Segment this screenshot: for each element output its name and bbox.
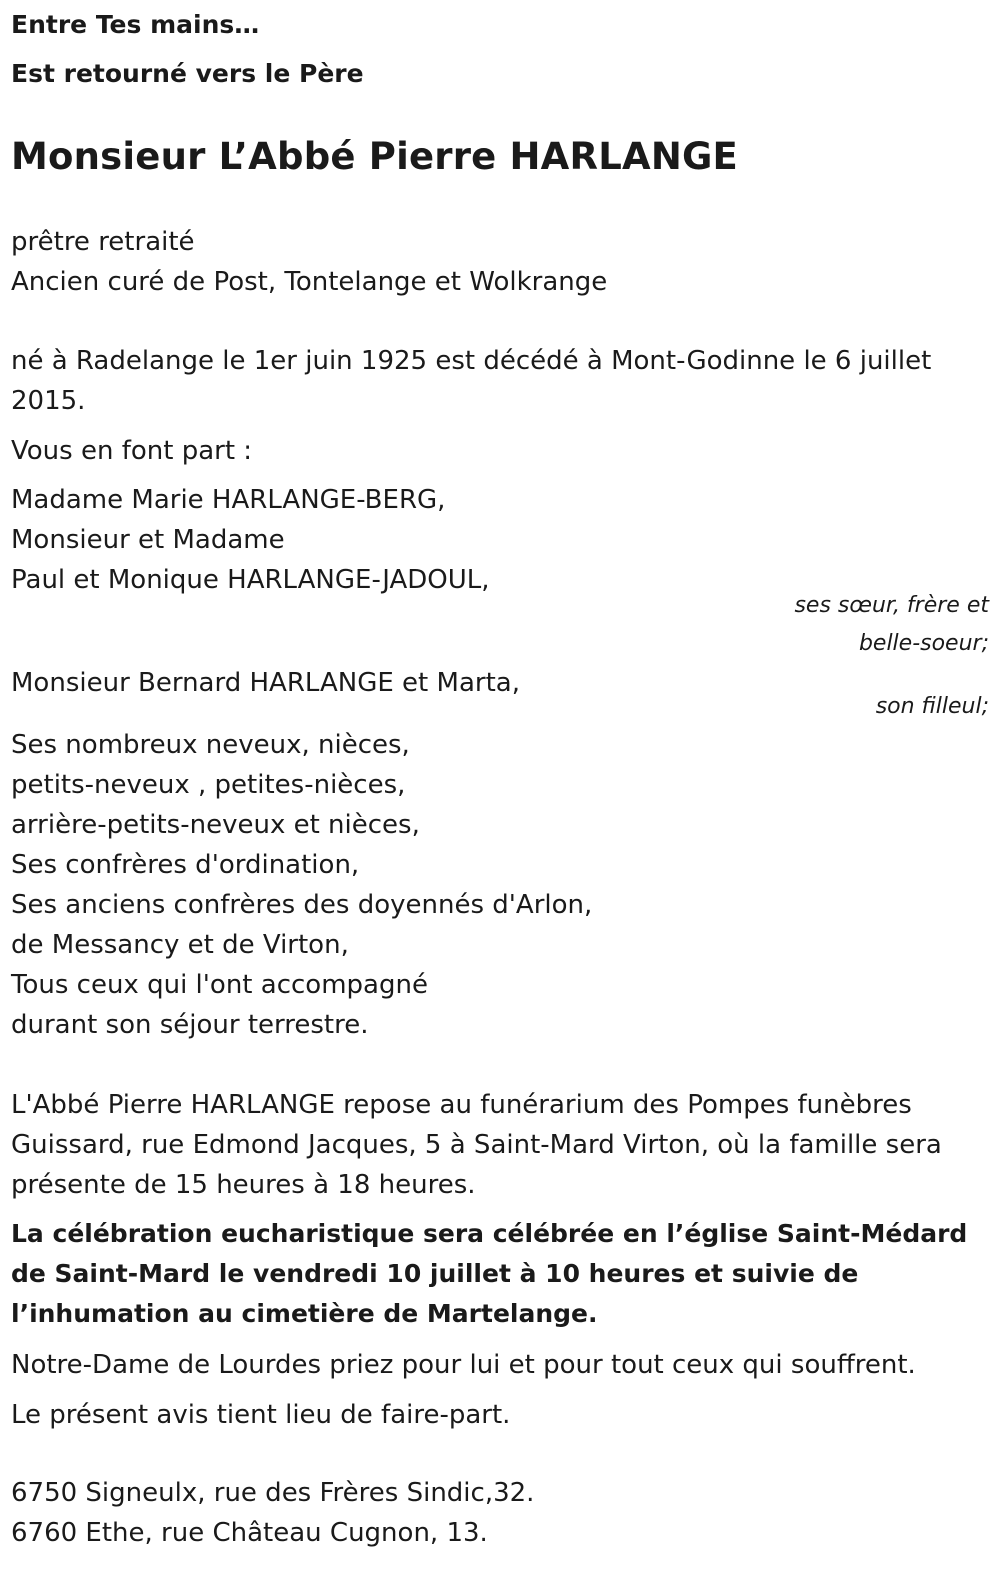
role-line-1: prêtre retraité <box>11 227 195 257</box>
deceased-name: Monsieur L’Abbé Pierre HARLANGE <box>11 135 739 178</box>
family-line: Monsieur Bernard HARLANGE et Marta, <box>11 668 520 698</box>
announcement-intro: Vous en font part : <box>11 436 253 466</box>
mourner-line: Tous ceux qui l'ont accompagné <box>11 970 428 1000</box>
relation-godson <box>689 688 989 726</box>
mourner-line: Ses confrères d'ordination, <box>11 850 360 880</box>
mourner-line: arrière-petits-neveux et nièces, <box>11 810 420 840</box>
relation-line: belle-soeur; <box>858 631 989 656</box>
birth-death-statement <box>11 341 971 421</box>
mourner-line: de Messancy et de Virton, <box>11 930 349 960</box>
birth-death-text: né à Radelange le 1er juin 1925 est décédé à Mont-Godinne le 6 juillet 2015. <box>11 346 932 416</box>
intro-line-1: Entre Tes mains… <box>11 10 260 39</box>
family-line: Paul et Monique HARLANGE-JADOUL, <box>11 565 490 595</box>
address-line: 6760 Ethe, rue Château Cugnon, 13. <box>11 1518 488 1548</box>
repose-line: Guissard, rue Edmond Jacques, 5 à Saint-Mard Virton, où la famille sera <box>11 1130 942 1160</box>
relation-line: son filleul; <box>875 694 989 719</box>
celebration-info <box>11 1214 989 1334</box>
relation-siblings <box>689 587 989 663</box>
mourner-line: Ses nombreux neveux, nièces, <box>11 730 410 760</box>
relation-line: ses sœur, frère et <box>794 593 989 618</box>
other-mourners <box>11 725 592 1045</box>
celebration-line: La célébration eucharistique sera célébrée en l’église Saint-Médard <box>11 1219 968 1248</box>
repose-line: L'Abbé Pierre HARLANGE repose au funérarium des Pompes funèbres <box>11 1090 912 1120</box>
mourner-line: Ses anciens confrères des doyennés d'Arlon, <box>11 890 593 920</box>
celebration-line: de Saint-Mard le vendredi 10 juillet à 10 heures et suivie de <box>11 1259 859 1288</box>
mourner-line: petits-neveux , petites-nièces, <box>11 770 406 800</box>
mourner-line: durant son séjour terrestre. <box>11 1010 369 1040</box>
celebration-line: l’inhumation au cimetière de Martelange. <box>11 1299 598 1328</box>
prayer-line: Notre-Dame de Lourdes priez pour lui et pour tout ceux qui souffrent. <box>11 1350 916 1380</box>
family-line: Madame Marie HARLANGE-BERG, <box>11 485 446 515</box>
family-group-1 <box>11 480 490 600</box>
deceased-roles <box>11 222 607 302</box>
notice-line: Le présent avis tient lieu de faire-part. <box>11 1400 511 1430</box>
repose-line: présente de 15 heures à 18 heures. <box>11 1170 476 1200</box>
address-line: 6750 Signeulx, rue des Frères Sindic,32. <box>11 1478 535 1508</box>
family-line: Monsieur et Madame <box>11 525 285 555</box>
addresses <box>11 1473 534 1553</box>
role-line-2: Ancien curé de Post, Tontelange et Wolkrange <box>11 267 608 297</box>
intro-line-2: Est retourné vers le Père <box>11 59 364 88</box>
repose-info <box>11 1085 986 1205</box>
family-group-2 <box>11 663 520 703</box>
